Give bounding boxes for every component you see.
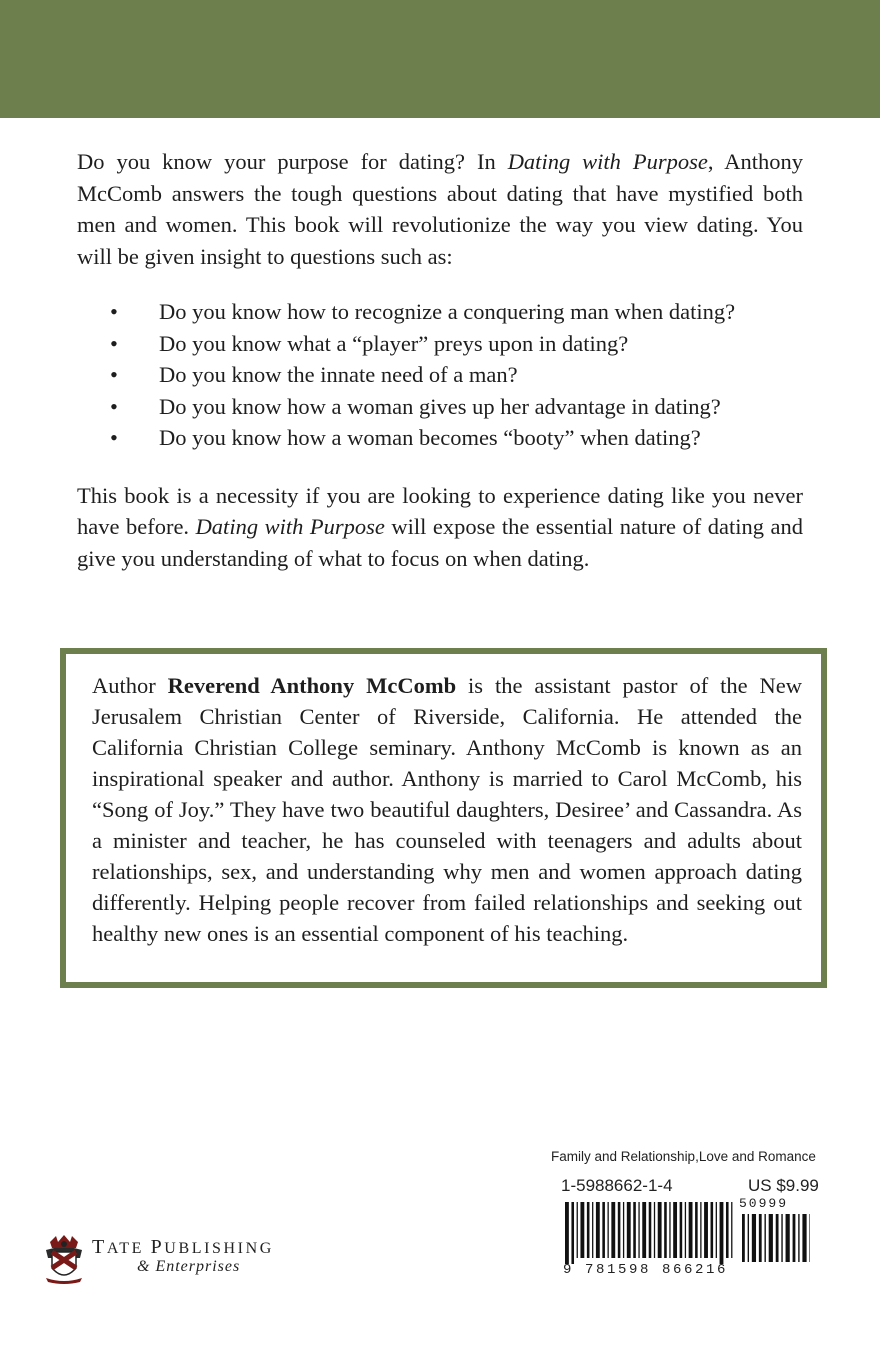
barcode-bar xyxy=(565,1202,569,1264)
barcode-bar xyxy=(649,1202,652,1258)
barcode-bar xyxy=(608,1202,609,1258)
barcode-bar xyxy=(627,1202,631,1258)
top-color-band xyxy=(0,0,880,118)
blurb-intro-paragraph: Do you know your purpose for dating? In Dating with Purpose, Anthony McComb answers the tough questions about dating that have mystified both men and women. This book will revolutionize the way you view dating. You will be given insight to questions such as: xyxy=(77,149,803,269)
publisher-subtitle: & Enterprises xyxy=(137,1258,241,1275)
barcode-bar xyxy=(602,1202,605,1258)
barcode-bar xyxy=(571,1202,574,1264)
author-name: Reverend Anthony McComb xyxy=(167,673,457,698)
barcode-bar xyxy=(720,1202,724,1264)
category-label: Family and Relationship,Love and Romance xyxy=(551,1149,816,1164)
publisher-name: TATE PUBLISHING xyxy=(92,1236,274,1258)
barcode-bar xyxy=(786,1214,790,1262)
barcode-bar xyxy=(658,1202,662,1258)
bullet-glyph: • xyxy=(110,425,118,450)
barcode-bar xyxy=(587,1202,590,1258)
barcode-bar xyxy=(769,1214,773,1262)
barcode-bar xyxy=(781,1214,782,1262)
barcode-bar xyxy=(809,1214,810,1262)
barcode-bar xyxy=(623,1202,624,1258)
list-item: • Do you know the innate need of a man? xyxy=(77,359,803,391)
ean-barcode-icon xyxy=(565,1202,735,1264)
barcode-bar xyxy=(700,1202,701,1258)
barcode-bar xyxy=(798,1214,799,1262)
book-blurb xyxy=(77,146,803,574)
barcode-bar xyxy=(673,1202,677,1258)
barcode-bar xyxy=(711,1202,714,1258)
publisher-logo xyxy=(44,1232,304,1292)
barcode-bar xyxy=(793,1214,796,1262)
list-item: • Do you know how to recognize a conquering man when dating? xyxy=(77,296,803,328)
barcode-block xyxy=(561,1176,826,1284)
question-list xyxy=(77,296,803,454)
addon-barcode-icon xyxy=(742,1214,810,1262)
heraldic-crest-icon xyxy=(44,1234,84,1284)
barcode-bar xyxy=(731,1202,732,1258)
price-text: US $9.99 xyxy=(748,1176,819,1195)
bullet-glyph: • xyxy=(110,393,118,419)
barcode-bar xyxy=(680,1202,683,1258)
barcode-bar xyxy=(802,1214,806,1262)
barcode-bar xyxy=(577,1202,578,1258)
barcode-bar xyxy=(664,1202,667,1258)
bullet-glyph: • xyxy=(110,299,118,324)
isbn-text: 1-5988662-1-4 xyxy=(561,1176,673,1195)
author-bio-box xyxy=(60,648,827,988)
addon-code: 50999 xyxy=(739,1196,789,1211)
barcode-bar xyxy=(689,1202,693,1258)
barcode-bar xyxy=(611,1202,615,1258)
barcode-bar xyxy=(742,1214,745,1262)
barcode-bar xyxy=(669,1202,670,1258)
barcode-bar xyxy=(638,1202,639,1258)
barcode-bar xyxy=(654,1202,655,1258)
barcode-bar xyxy=(716,1202,717,1258)
barcode-bar xyxy=(748,1214,749,1262)
barcode-bar xyxy=(618,1202,621,1258)
blurb-closing-paragraph: This book is a necessity if you are looking to experience dating like you never have before. Dating with Purpose will expose the essential nature of dating and give you understanding of what to focus on when dating. xyxy=(77,482,803,571)
book-title-italic: Dating with Purpose xyxy=(195,514,385,539)
barcode-bar xyxy=(592,1202,593,1258)
book-title-italic: Dating with Purpose xyxy=(507,149,708,174)
barcode-bar xyxy=(776,1214,779,1262)
barcode-bar xyxy=(752,1214,756,1262)
barcode-bar xyxy=(759,1214,762,1262)
bullet-glyph: • xyxy=(110,330,118,356)
barcode-bar xyxy=(764,1214,765,1262)
ean-number: 9 781598 866216 xyxy=(563,1262,729,1278)
barcode-bar xyxy=(695,1202,698,1258)
barcode-bar xyxy=(596,1202,600,1258)
barcode-bar xyxy=(726,1202,729,1258)
list-item: • Do you know how a woman becomes “booty” when dating? xyxy=(77,422,803,454)
barcode-bar xyxy=(633,1202,636,1258)
barcode-bar xyxy=(685,1202,686,1258)
barcode-bar xyxy=(580,1202,584,1258)
list-item: • Do you know how a woman gives up her advantage in dating? xyxy=(77,391,803,423)
list-item: • Do you know what a “player” preys upon in dating? xyxy=(77,328,803,360)
author-bio-text: Author Reverend Anthony McComb is the assistant pastor of the New Jerusalem Christian Center of Riverside, California. He attended the California Christian College seminary. Anthony McComb is known as an inspirational speaker and author. Anthony is married to Carol McComb, his “Song of Joy.” They have two beautiful daughters, Desiree’ and Cassandra. As a minister and teacher, he has counseled with teenagers and adults about relationships, sex, and understanding why men and women approach dating differently. Helping people recover from failed relationships and seeking out healthy new ones is an essential component of his teaching. xyxy=(92,673,802,946)
barcode-bar xyxy=(642,1202,646,1258)
barcode-bar xyxy=(704,1202,708,1258)
bullet-glyph: • xyxy=(110,362,118,387)
